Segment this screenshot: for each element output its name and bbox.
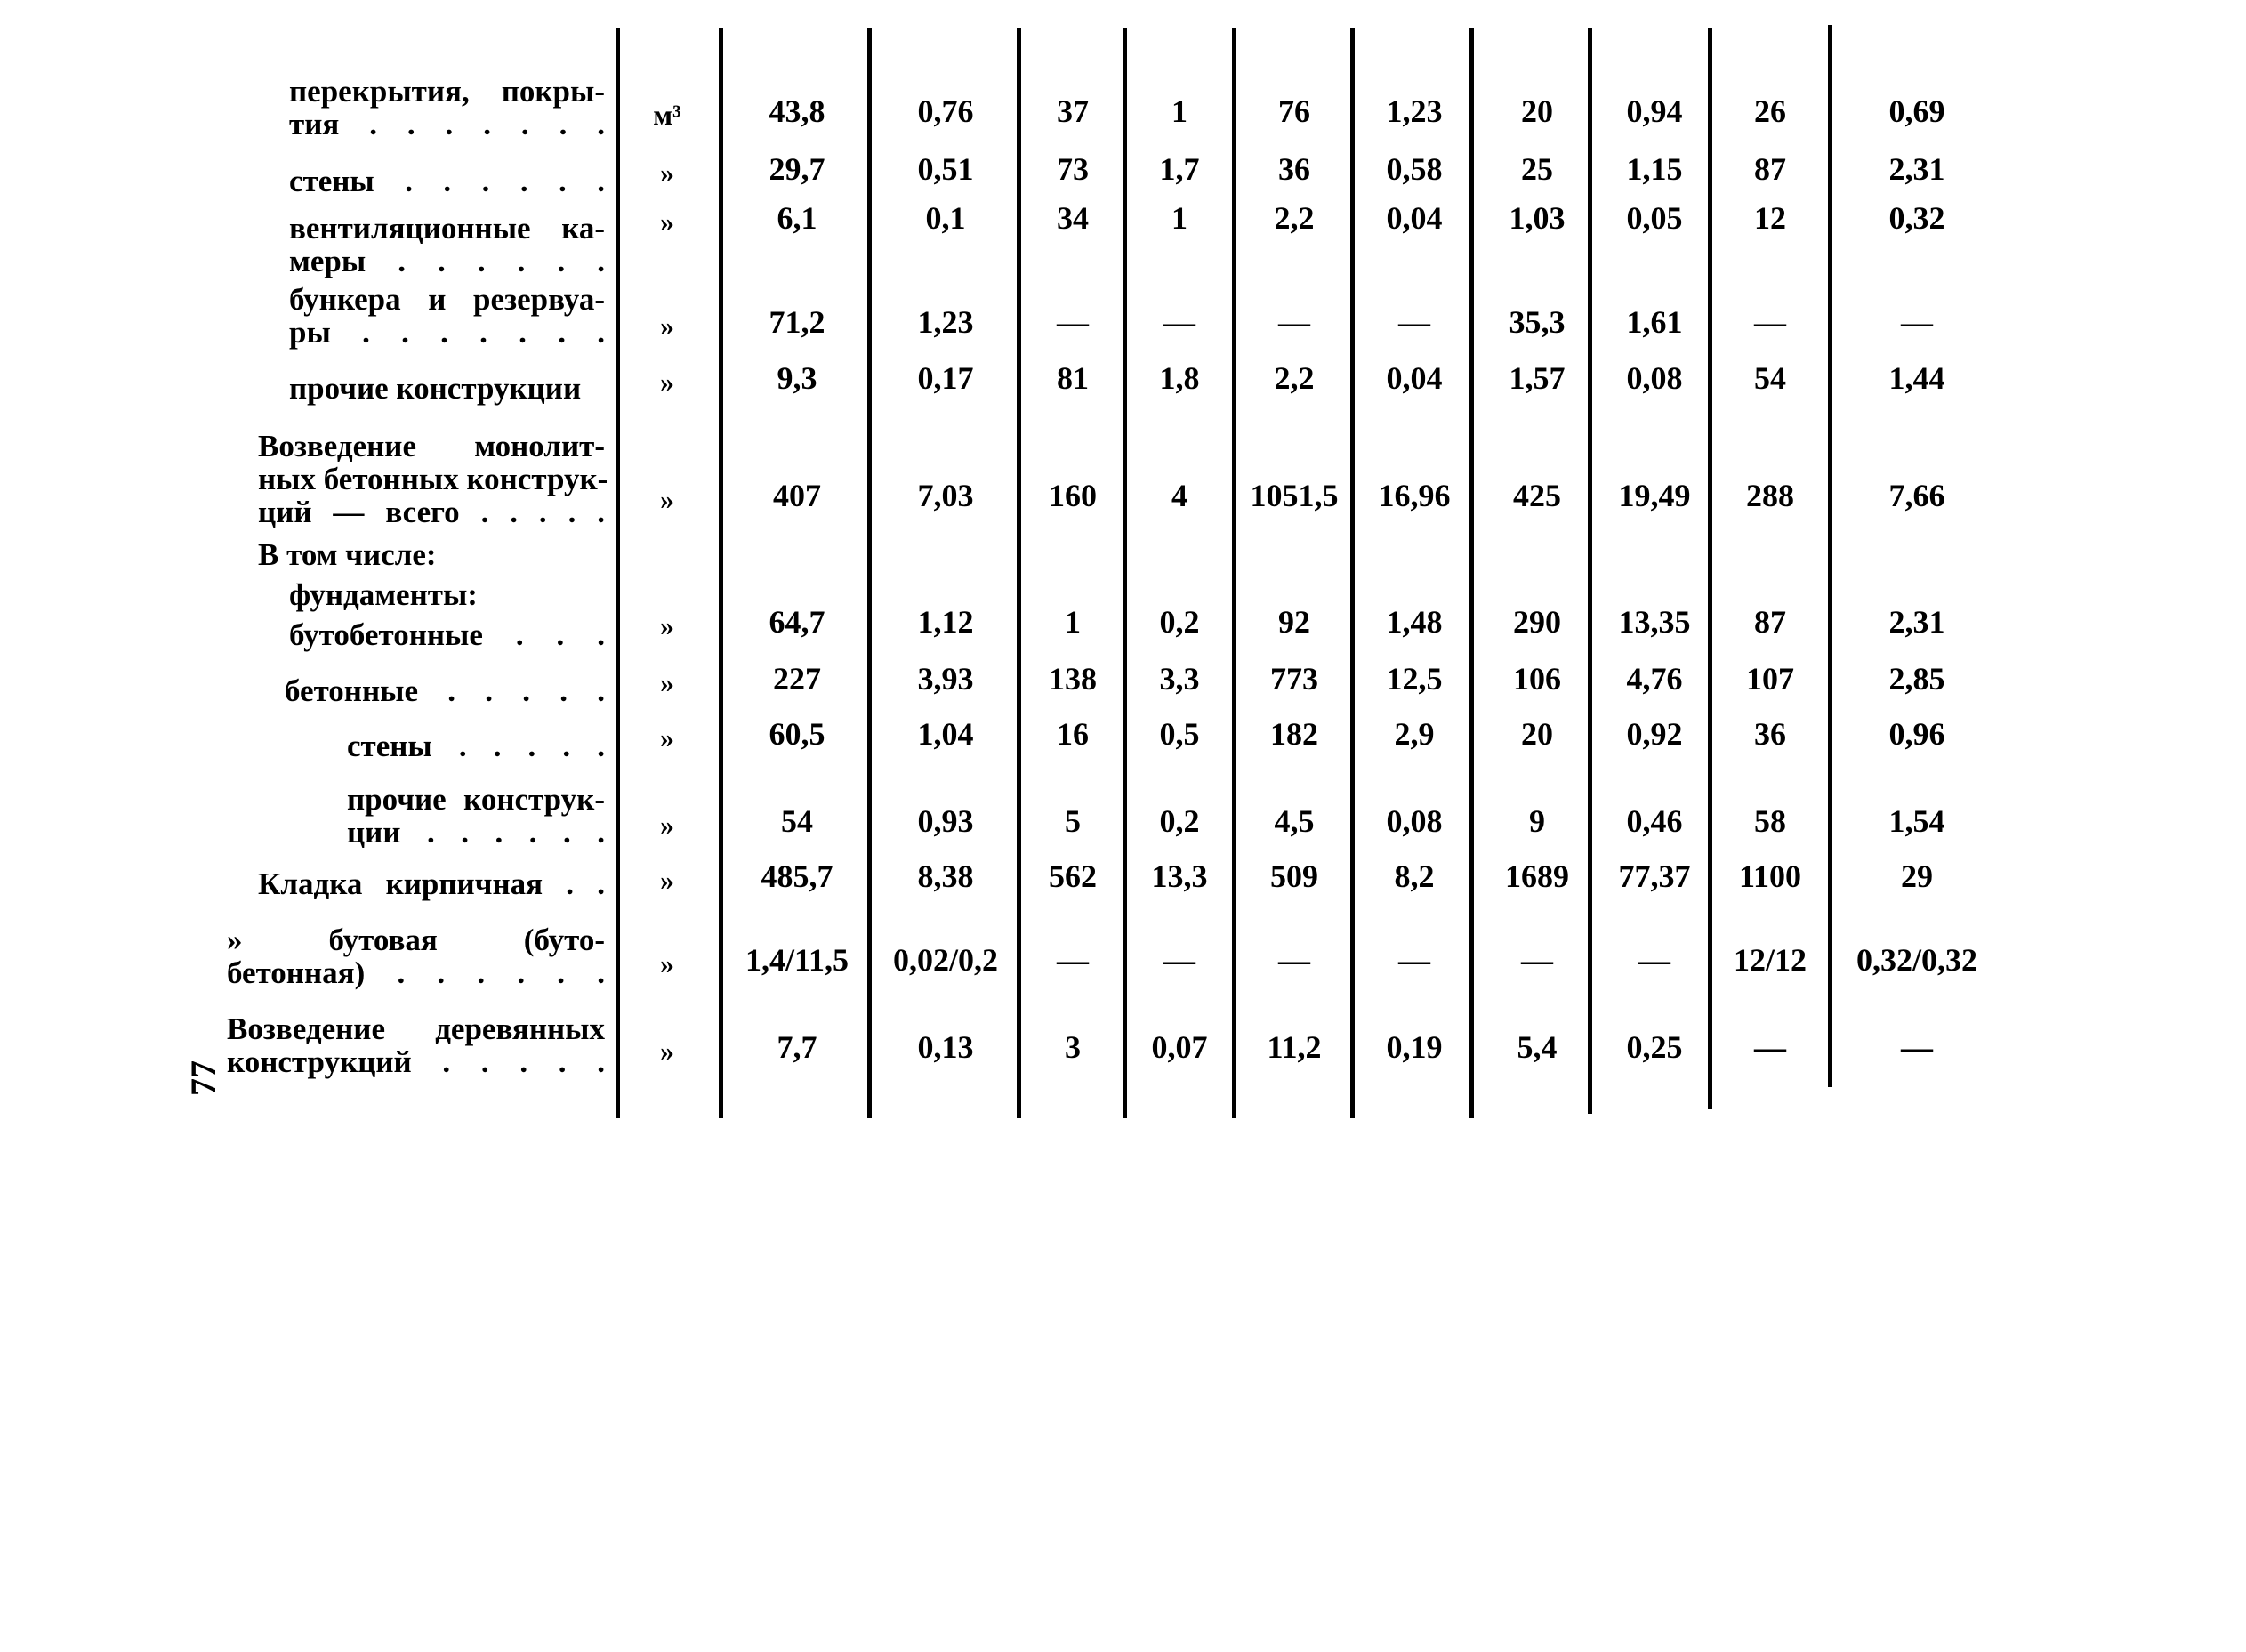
table-cell: 106: [1513, 661, 1561, 697]
table-cell: 0,25: [1626, 1029, 1683, 1065]
table-cell: 160: [1049, 478, 1097, 513]
table-cell: 0,51: [917, 151, 974, 187]
table-cell: 3,93: [917, 661, 974, 697]
row-label: [289, 372, 605, 405]
row-label-line: » бутовая (буто-: [227, 923, 605, 957]
table-cell: 81: [1057, 360, 1089, 396]
table-cell: 29: [1901, 858, 1933, 894]
row-label: [289, 578, 605, 611]
unit-cell: »: [660, 864, 674, 896]
table-cell: 0,58: [1386, 151, 1443, 187]
column-rule: [1469, 28, 1474, 1118]
unit-cell: »: [660, 483, 674, 515]
table-cell: 64,7: [769, 604, 825, 640]
table-cell: —: [1754, 1029, 1786, 1065]
table-cell: 1,48: [1386, 604, 1443, 640]
table-cell: 54: [781, 803, 813, 839]
column-rule: [1828, 25, 1832, 1087]
table-cell: 60,5: [769, 716, 825, 752]
table-cell: 425: [1513, 478, 1561, 513]
table-cell: 12/12: [1733, 942, 1807, 978]
row-label-line: прочие конструкции: [289, 371, 582, 406]
table-cell: —: [1901, 1029, 1933, 1065]
table-cell: 0,2: [1159, 604, 1200, 640]
column-rule: [616, 28, 620, 1118]
table-cell: 16,96: [1378, 478, 1451, 513]
table-cell: 8,2: [1394, 858, 1435, 894]
table-cell: 92: [1278, 604, 1310, 640]
row-label-line: тия . . . . . . .: [289, 107, 605, 141]
row-label-line: Возведение монолит-: [258, 429, 605, 463]
table-cell: 34: [1057, 200, 1089, 236]
table-cell: 4,76: [1626, 661, 1683, 697]
row-label-line: Кладка кирпичная . .: [258, 866, 605, 901]
table-cell: 2,85: [1888, 661, 1945, 697]
table-cell: 1,12: [917, 604, 974, 640]
table-cell: 37: [1057, 93, 1089, 129]
table-cell: 1,61: [1626, 304, 1683, 340]
table-cell: —: [1163, 942, 1195, 978]
table-cell: —: [1398, 942, 1430, 978]
unit-cell: »: [660, 205, 674, 238]
table-cell: 1,8: [1159, 360, 1200, 396]
row-label-line: стены . . . . . .: [289, 164, 605, 198]
table-cell: 1689: [1505, 858, 1569, 894]
table-cell: 20: [1521, 93, 1553, 129]
table-cell: 16: [1057, 716, 1089, 752]
table-cell: 87: [1754, 604, 1786, 640]
table-cell: —: [1521, 942, 1553, 978]
table-cell: 1,44: [1888, 360, 1945, 396]
unit-cell: »: [660, 809, 674, 841]
table-cell: 0,13: [917, 1029, 974, 1065]
row-label: [285, 674, 605, 707]
table-cell: 12: [1754, 200, 1786, 236]
table-cell: 36: [1278, 151, 1310, 187]
table-cell: 13,35: [1618, 604, 1691, 640]
row-label-line: бутобетонные . . .: [289, 617, 605, 652]
table-cell: 2,9: [1394, 716, 1435, 752]
table-cell: 29,7: [769, 151, 825, 187]
table-cell: 8,38: [917, 858, 974, 894]
table-cell: 0,92: [1626, 716, 1683, 752]
table-cell: 7,7: [777, 1029, 817, 1065]
row-label: [289, 165, 605, 197]
table-cell: 227: [773, 661, 821, 697]
table-cell: 1,15: [1626, 151, 1683, 187]
table-cell: 0,08: [1626, 360, 1683, 396]
table-cell: 0,32/0,32: [1856, 942, 1978, 978]
table-cell: 7,03: [917, 478, 974, 513]
table-cell: 0,1: [925, 200, 966, 236]
row-label-line: бетонная) . . . . . .: [227, 955, 605, 990]
row-label-line: ций — всего . . . . .: [258, 495, 605, 529]
column-rule: [1350, 28, 1355, 1118]
table-cell: 2,31: [1888, 604, 1945, 640]
table-cell: 2,2: [1274, 360, 1315, 396]
table-cell: —: [1278, 942, 1310, 978]
table-cell: 0,94: [1626, 93, 1683, 129]
table-cell: 288: [1746, 478, 1794, 513]
table-cell: 1,57: [1509, 360, 1566, 396]
row-label: [289, 75, 605, 141]
row-label-line: конструкций . . . . .: [227, 1044, 605, 1079]
row-label: [347, 729, 605, 762]
table-cell: 1,03: [1509, 200, 1566, 236]
row-label: [258, 867, 605, 900]
table-cell: 0,32: [1888, 200, 1945, 236]
table-cell: 77,37: [1618, 858, 1691, 894]
table-cell: 0,17: [917, 360, 974, 396]
table-cell: 3,3: [1159, 661, 1200, 697]
table-cell: 1,23: [917, 304, 974, 340]
row-label-line: ных бетонных конструк-: [258, 462, 608, 496]
unit-cell: »: [660, 1035, 674, 1067]
table-cell: 87: [1754, 151, 1786, 187]
table-cell: 6,1: [777, 200, 817, 236]
row-label: [227, 923, 605, 989]
table-cell: 562: [1049, 858, 1097, 894]
table-cell: —: [1754, 304, 1786, 340]
row-label: [227, 1012, 605, 1078]
table-cell: —: [1278, 304, 1310, 340]
row-label-line: стены . . . . .: [347, 729, 605, 763]
table-cell: 0,5: [1159, 716, 1200, 752]
row-label: [258, 429, 608, 529]
table-cell: 0,2: [1159, 803, 1200, 839]
table-cell: 4,5: [1274, 803, 1315, 839]
row-label: [347, 783, 605, 849]
table-cell: 773: [1270, 661, 1318, 697]
row-label-line: ции . . . . . .: [347, 815, 605, 850]
row-label: [258, 538, 605, 571]
table-cell: 2,2: [1274, 200, 1315, 236]
table-cell: 1051,5: [1250, 478, 1339, 513]
row-label-line: перекрытия, покры-: [289, 74, 605, 109]
table-cell: 19,49: [1618, 478, 1691, 513]
table-cell: 0,93: [917, 803, 974, 839]
table-cell: 407: [773, 478, 821, 513]
row-label-line: В том числе:: [258, 537, 437, 572]
table-cell: 26: [1754, 93, 1786, 129]
table-cell: 9: [1529, 803, 1545, 839]
table-cell: 4: [1171, 478, 1187, 513]
row-label-line: меры . . . . . .: [289, 244, 605, 278]
table-cell: 107: [1746, 661, 1794, 697]
unit-cell: »: [660, 947, 674, 979]
column-rule: [1123, 28, 1127, 1118]
table-cell: 5,4: [1517, 1029, 1558, 1065]
table-cell: 0,69: [1888, 93, 1945, 129]
table-cell: 1,7: [1159, 151, 1200, 187]
table-cell: —: [1163, 304, 1195, 340]
table-cell: 0,46: [1626, 803, 1683, 839]
unit-cell: »: [660, 157, 674, 189]
unit-cell: »: [660, 310, 674, 342]
table-cell: —: [1057, 304, 1089, 340]
unit-cell: »: [660, 666, 674, 698]
table-cell: 138: [1049, 661, 1097, 697]
table-cell: 290: [1513, 604, 1561, 640]
table-cell: 1: [1171, 93, 1187, 129]
table-cell: 1,04: [917, 716, 974, 752]
table-cell: 1,4/11,5: [745, 942, 849, 978]
table-cell: —: [1638, 942, 1670, 978]
column-rule: [867, 28, 872, 1118]
table-cell: 0,96: [1888, 716, 1945, 752]
table-cell: 485,7: [761, 858, 833, 894]
table-cell: 76: [1278, 93, 1310, 129]
table-cell: 9,3: [777, 360, 817, 396]
table-cell: 35,3: [1509, 304, 1566, 340]
column-rule: [1017, 28, 1021, 1118]
table-cell: 1,54: [1888, 803, 1945, 839]
table-cell: 73: [1057, 151, 1089, 187]
unit-cell: »: [660, 721, 674, 753]
table-cell: 1: [1065, 604, 1081, 640]
table-cell: —: [1901, 304, 1933, 340]
row-label-line: ры . . . . . . .: [289, 315, 605, 350]
table-cell: 5: [1065, 803, 1081, 839]
table-cell: 0,04: [1386, 360, 1443, 396]
unit-cell: »: [660, 366, 674, 398]
row-label-line: фундаменты:: [289, 577, 478, 612]
table-cell: 182: [1270, 716, 1318, 752]
column-rule: [719, 28, 723, 1118]
column-rule: [1232, 28, 1236, 1118]
table-cell: 7,66: [1888, 478, 1945, 513]
table-cell: —: [1057, 942, 1089, 978]
table-cell: 11,2: [1267, 1029, 1322, 1065]
table-cell: 13,3: [1151, 858, 1208, 894]
table-cell: 58: [1754, 803, 1786, 839]
row-label-line: бункера и резервуа-: [289, 282, 605, 317]
table-cell: 0,02/0,2: [892, 942, 999, 978]
page-number: 77: [183, 1060, 223, 1096]
table-cell: 1100: [1738, 858, 1802, 894]
table-cell: 1,23: [1386, 93, 1443, 129]
row-label-line: прочие конструк-: [347, 782, 605, 817]
row-label-line: вентиляционные ка-: [289, 211, 605, 246]
table-cell: 71,2: [769, 304, 825, 340]
unit-cell: м³: [653, 99, 681, 131]
table-cell: 20: [1521, 716, 1553, 752]
row-label: [289, 283, 605, 349]
row-label-line: бетонные . . . . .: [285, 673, 605, 708]
unit-cell: »: [660, 609, 674, 641]
table-cell: 12,5: [1386, 661, 1443, 697]
table-cell: 0,76: [917, 93, 974, 129]
column-rule: [1588, 28, 1592, 1114]
column-rule: [1708, 28, 1712, 1109]
table-cell: 54: [1754, 360, 1786, 396]
table-cell: —: [1398, 304, 1430, 340]
table-cell: 0,05: [1626, 200, 1683, 236]
table-cell: 3: [1065, 1029, 1081, 1065]
table-cell: 0,19: [1386, 1029, 1443, 1065]
row-label: [289, 212, 605, 278]
table-cell: 509: [1270, 858, 1318, 894]
row-label: [289, 618, 605, 651]
row-label-line: Возведение деревянных: [227, 1011, 605, 1046]
table-cell: 0,07: [1151, 1029, 1208, 1065]
table-cell: 36: [1754, 716, 1786, 752]
table-cell: 0,08: [1386, 803, 1443, 839]
table-cell: 2,31: [1888, 151, 1945, 187]
table-cell: 0,04: [1386, 200, 1443, 236]
table-cell: 25: [1521, 151, 1553, 187]
table-cell: 43,8: [769, 93, 825, 129]
table-cell: 1: [1171, 200, 1187, 236]
